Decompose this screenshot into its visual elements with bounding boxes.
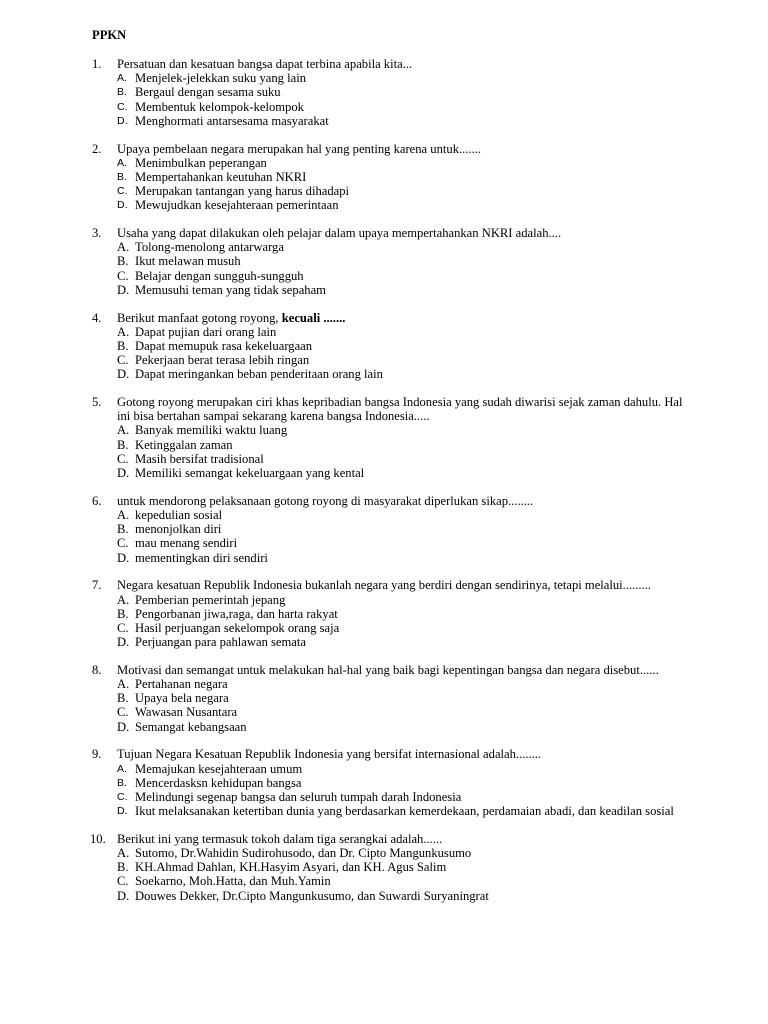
answer-option — [117, 889, 692, 903]
question-text — [117, 311, 692, 325]
option-letter: C. — [117, 620, 129, 635]
option-letter: B. — [117, 860, 129, 875]
answer-option — [117, 705, 692, 719]
answer-option — [117, 691, 692, 705]
answer-option — [117, 100, 692, 114]
question-text: Negara kesatuan Republik Indonesia bukanlah negara yang berdiri dengan sendirinya, tetapi melalui......... — [117, 578, 652, 593]
answer-option — [117, 522, 692, 536]
answer-option — [117, 325, 692, 339]
question-item — [92, 311, 692, 382]
option-text: Menghormati antarsesama masyarakat — [135, 113, 329, 128]
option-text: Menimbulkan peperangan — [135, 155, 267, 170]
option-letter: B. — [117, 776, 127, 789]
option-text: Dapat meringankan beban penderitaan orang lain — [135, 367, 383, 382]
option-letter: A. — [117, 240, 130, 255]
question-number: 8. — [92, 662, 102, 677]
option-letter: A. — [117, 592, 130, 607]
answer-option — [117, 776, 692, 790]
option-text: Mencerdasksn kehidupan bangsa — [135, 775, 302, 790]
option-text: Pertahanan negara — [135, 677, 228, 692]
option-letter: C. — [117, 100, 128, 113]
question-text: Upaya pembelaan negara merupakan hal yang penting karena untuk....... — [117, 141, 482, 156]
answer-option — [117, 269, 692, 283]
question-text: Usaha yang dapat dilakukan oleh pelajar dalam upaya mempertahankan NKRI adalah.... — [117, 226, 562, 241]
answer-option — [117, 353, 692, 367]
answer-option — [117, 184, 692, 198]
answer-option — [117, 621, 692, 635]
option-text: Masih bersifat tradisional — [135, 451, 264, 466]
option-letter: A. — [117, 324, 130, 339]
answer-option — [117, 85, 692, 99]
question-item — [92, 747, 692, 818]
option-letter: D. — [117, 888, 130, 903]
option-letter: A. — [117, 507, 130, 522]
option-letter: D. — [117, 466, 130, 481]
question-text: Motivasi dan semangat untuk melakukan hal-hal yang baik bagi kepentingan bangsa dan negara disebut...... — [117, 662, 659, 677]
option-text: Pengorbanan jiwa,raga, dan harta rakyat — [135, 606, 338, 621]
option-text: Pekerjaan berat terasa lebih ringan — [135, 353, 310, 368]
option-text: Ikut melaksanakan ketertiban dunia yang berdasarkan kemerdekaan, perdamaian abadi, dan keadilan sosial — [135, 804, 674, 819]
answer-option — [117, 536, 692, 550]
option-letter: D. — [117, 199, 128, 212]
answer-option — [117, 874, 692, 888]
answer-option — [117, 846, 692, 860]
option-letter: C. — [117, 705, 129, 720]
option-letter: B. — [117, 86, 127, 99]
option-text: Dapat pujian dari orang lain — [135, 324, 277, 339]
option-letter: A. — [117, 423, 130, 438]
answer-option — [117, 677, 692, 691]
answer-option — [117, 240, 692, 254]
answer-option — [117, 720, 692, 734]
answer-option — [117, 339, 692, 353]
option-text: KH.Ahmad Dahlan, KH.Hasyim Asyari, dan KH. Agus Salim — [135, 860, 447, 875]
option-letter: B. — [117, 254, 129, 269]
option-letter: A. — [117, 846, 130, 861]
option-letter: D. — [117, 635, 130, 650]
option-text: Mempertahankan keutuhan NKRI — [135, 169, 307, 184]
option-letter: D. — [117, 550, 130, 565]
answer-option — [117, 607, 692, 621]
question-item — [92, 663, 692, 734]
answer-option — [117, 438, 692, 452]
answer-option — [117, 635, 692, 649]
option-text: Perjuangan para pahlawan semata — [135, 635, 306, 650]
option-letter: B. — [117, 522, 129, 537]
answer-option — [117, 466, 692, 480]
option-letter: D. — [117, 282, 130, 297]
option-letter: C. — [117, 268, 129, 283]
option-text: Wawasan Nusantara — [135, 705, 238, 720]
question-item — [92, 142, 692, 213]
answer-option — [117, 367, 692, 381]
option-letter: D. — [117, 367, 130, 382]
option-letter: A. — [117, 762, 127, 775]
option-text: Dapat memupuk rasa kekeluargaan — [135, 338, 313, 353]
question-item — [92, 578, 692, 649]
question-item — [92, 395, 692, 480]
question-item — [92, 226, 692, 297]
option-letter: B. — [117, 338, 129, 353]
option-text: Tolong-menolong antarwarga — [135, 240, 284, 255]
question-number: 7. — [92, 578, 102, 593]
question-item — [92, 832, 692, 903]
answer-option — [117, 762, 692, 776]
question-text: untuk mendorong pelaksanaan gotong royong di masyarakat diperlukan sikap........ — [117, 493, 534, 508]
option-text: Semangat kebangsaan — [135, 719, 247, 734]
option-text: Upaya bela negara — [135, 691, 229, 706]
option-text: Melindungi segenap bangsa dan seluruh tumpah darah Indonesia — [135, 789, 462, 804]
question-number: 3. — [92, 226, 102, 241]
option-text: Soekarno, Moh.Hatta, dan Muh.Yamin — [135, 874, 331, 889]
answer-option — [117, 156, 692, 170]
option-letter: B. — [117, 437, 129, 452]
option-letter: C. — [117, 790, 128, 803]
option-letter: A. — [117, 677, 130, 692]
option-letter: D. — [117, 805, 128, 818]
option-letter: B. — [117, 170, 127, 183]
answer-option — [117, 804, 692, 818]
question-list — [92, 57, 692, 916]
option-text: Hasil perjuangan sekelompok orang saja — [135, 620, 340, 635]
option-letter: C. — [117, 874, 129, 889]
option-letter: D. — [117, 719, 130, 734]
document-title: PPKN — [92, 28, 127, 42]
option-text: Belajar dengan sungguh-sungguh — [135, 268, 304, 283]
answer-option — [117, 860, 692, 874]
option-letter: A. — [117, 156, 127, 169]
question-number: 9. — [92, 747, 102, 762]
question-item — [92, 57, 692, 128]
option-text: kepedulian sosial — [135, 507, 223, 522]
question-number: 2. — [92, 141, 102, 156]
option-text: Pemberian pemerintah jepang — [135, 592, 286, 607]
option-text: Mewujudkan kesejahteraan pemerintaan — [135, 198, 339, 213]
question-number: 6. — [92, 493, 102, 508]
option-text: Memusuhi teman yang tidak sepaham — [135, 282, 326, 297]
option-text: Menjelek-jelekkan suku yang lain — [135, 71, 307, 86]
answer-option — [117, 114, 692, 128]
question-number: 1. — [92, 57, 102, 71]
option-text: Douwes Dekker, Dr.Cipto Mangunkusumo, dan Suwardi Suryaningrat — [135, 888, 489, 903]
option-letter: C. — [117, 353, 129, 368]
option-letter: B. — [117, 691, 129, 706]
answer-option — [117, 254, 692, 268]
option-letter: B. — [117, 606, 129, 621]
question-number: 5. — [92, 395, 102, 410]
option-text: Banyak memiliki waktu luang — [135, 423, 288, 438]
option-text: Memajukan kesejahteraan umum — [135, 761, 303, 776]
question-text: Berikut ini yang termasuk tokoh dalam tiga serangkai adalah...... — [117, 831, 443, 846]
option-text: mau menang sendiri — [135, 536, 238, 551]
question-text-plain: Berikut manfaat gotong royong, — [117, 310, 282, 325]
option-text: Bergaul dengan sesama suku — [135, 85, 281, 100]
question-text-emphasis: kecuali ....... — [281, 310, 346, 325]
answer-option — [117, 452, 692, 466]
option-text: Membentuk kelompok-kelompok — [135, 99, 304, 114]
question-number: 10. — [90, 831, 106, 846]
option-letter: C. — [117, 536, 129, 551]
answer-option — [117, 551, 692, 565]
answer-option — [117, 423, 692, 437]
answer-option — [117, 170, 692, 184]
answer-option — [117, 71, 692, 85]
question-item — [92, 494, 692, 565]
option-text: Merupakan tantangan yang harus dihadapi — [135, 184, 350, 199]
option-text: menonjolkan diri — [135, 522, 222, 537]
answer-option — [117, 508, 692, 522]
option-letter: C. — [117, 185, 128, 198]
option-letter: C. — [117, 451, 129, 466]
answer-option — [117, 198, 692, 212]
answer-option — [117, 283, 692, 297]
option-text: Ketinggalan zaman — [135, 437, 233, 452]
option-letter: D. — [117, 114, 128, 127]
answer-option — [117, 593, 692, 607]
question-text: Gotong royong merupakan ciri khas kepribadian bangsa Indonesia yang sudah diwarisi sejak zaman dahulu. Hal ini bisa bertahan sampai sekarang karena bangsa Indonesia..... — [117, 395, 683, 424]
question-text: Persatuan dan kesatuan bangsa dapat terbina apabila kita... — [117, 57, 413, 71]
answer-option — [117, 790, 692, 804]
question-text: Tujuan Negara Kesatuan Republik Indonesia yang bersifat internasional adalah........ — [117, 747, 542, 762]
option-text: Ikut melawan musuh — [135, 254, 241, 269]
question-number: 4. — [92, 310, 102, 325]
option-text: Memiliki semangat kekeluargaan yang kental — [135, 466, 365, 481]
option-text: Sutomo, Dr.Wahidin Sudirohusodo, dan Dr. Cipto Mangunkusumo — [135, 846, 472, 861]
option-text: mementingkan diri sendiri — [135, 550, 268, 565]
option-letter: A. — [117, 72, 127, 85]
